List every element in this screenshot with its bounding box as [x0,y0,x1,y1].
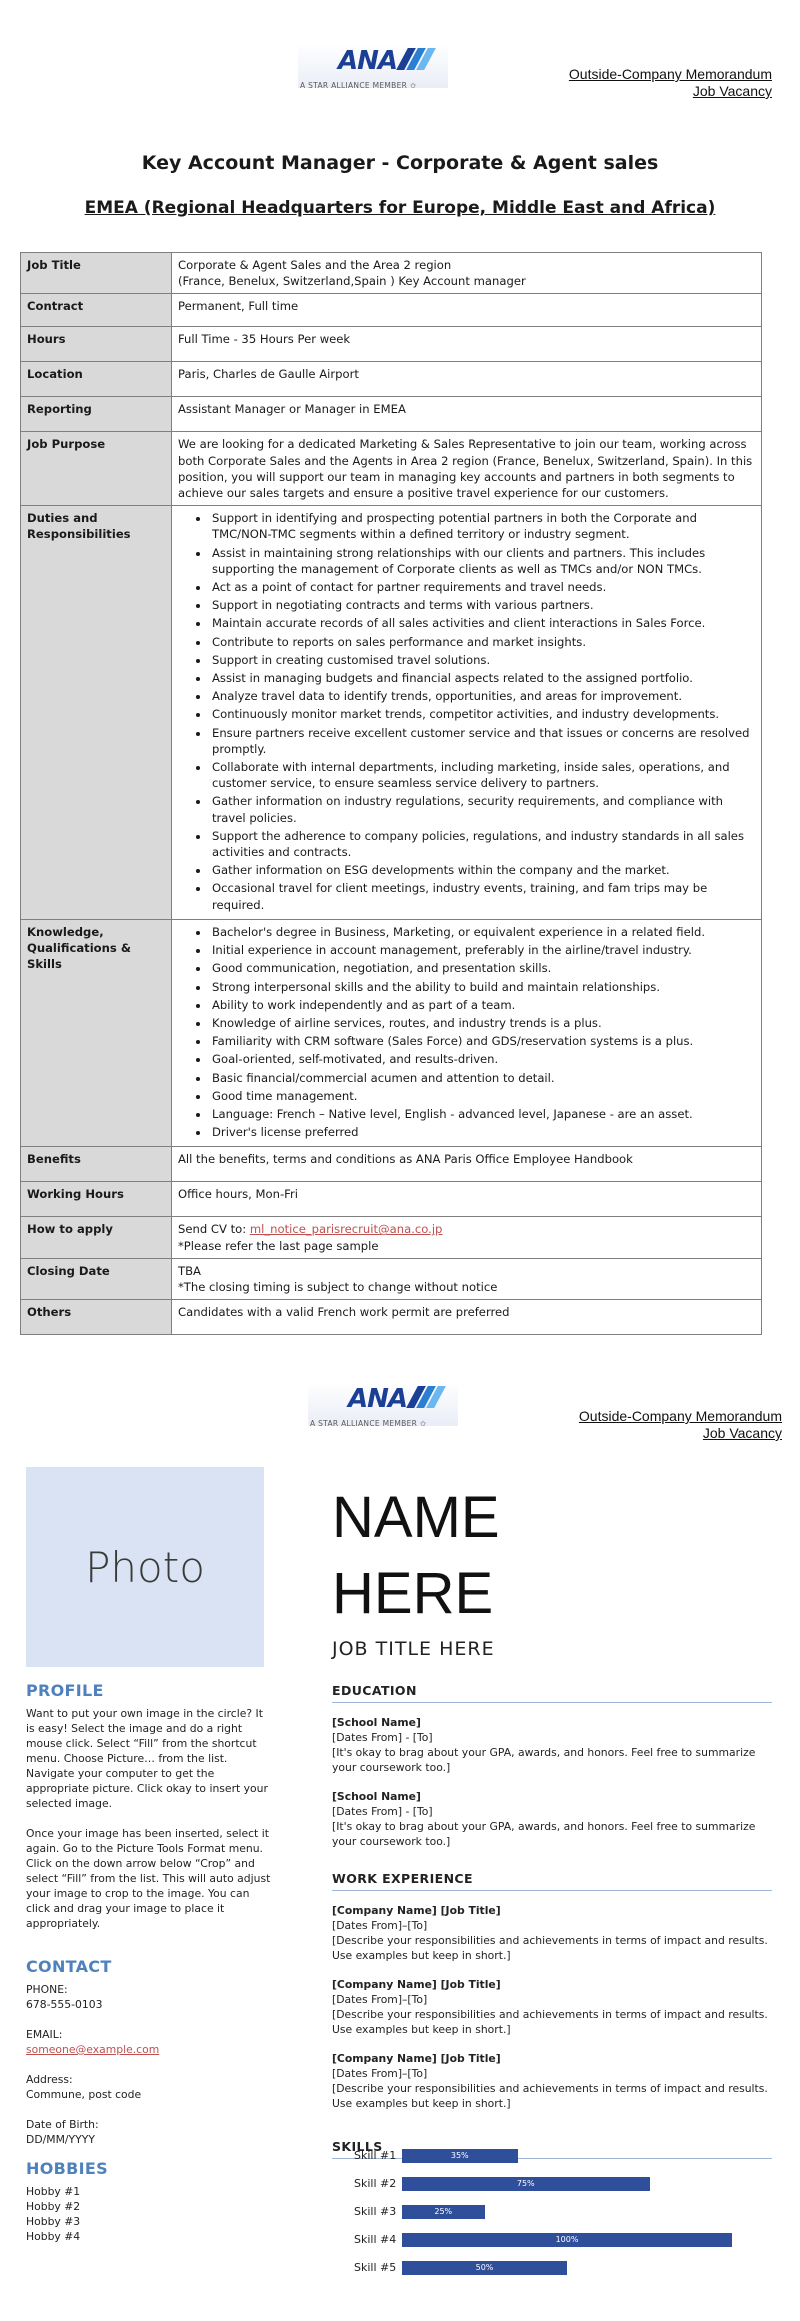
value-duties [172,506,762,920]
row-how-to-apply [21,1217,762,1258]
row-contract [21,294,762,327]
row-job-title [21,253,762,294]
knowledge-item: • Ability to work independently and as part of a team. [210,997,755,1013]
skill-row [354,2148,794,2164]
duties-list [178,510,755,913]
skill-bar: 25% [402,2205,485,2219]
page-title: Key Account Manager - Corporate & Agent sales [141,152,659,174]
apply-email-link[interactable]: ml_notice_parisrecruit@ana.co.jp [249,1222,443,1237]
resume-job-title: JOB TITLE HERE [332,1638,495,1660]
value-working-hours: Office hours, Mon-Fri [172,1182,762,1217]
job-details-table [20,252,762,1335]
resume-name [332,1480,500,1632]
knowledge-list [178,924,755,1140]
value-job-purpose: We are looking for a dedicated Marketing & Sales Representative to join our team, working across both Corporate Sales and the Agents in Area 2 region (France, Benelux, Switzerland, Spain). In this position, you will support our team in managing key accounts and partners in both segments to achieve our sales targets and ensure a positive travel experience for our customers. [172,432,762,506]
label-location: Location [21,362,172,397]
entry-dates: [Dates From]–[To] [332,1919,428,1932]
logo-wordmark: ANA [338,46,398,76]
entry-dates: [Dates From]–[To] [332,1993,428,2006]
hobby-item: Hobby #4 [26,2230,81,2243]
row-benefits [21,1147,762,1182]
email-link[interactable]: someone@example.com [26,2043,160,2056]
label-closing-date: Closing Date [21,1258,172,1299]
duty-item: • Support in identifying and prospecting potential partners in both the Corporate and TMC/NON-TMC segments within a defined territory or industry segment. [210,510,755,542]
hobbies-list [26,2184,271,2244]
row-reporting [21,397,762,432]
education-heading: EDUCATION [332,1683,772,1703]
name-line-1: NAME [332,1485,500,1550]
job-title-line-2: (France, Benelux, Switzerland,Spain ) Key Account manager [178,274,526,289]
education-entry [332,1789,772,1849]
work-heading: WORK EXPERIENCE [332,1871,772,1891]
duty-item: • Occasional travel for client meetings, industry events, training, and fam trips may be required. [210,880,755,912]
page-subtitle: EMEA (Regional Headquarters for Europe, Middle East and Africa) [84,198,716,218]
duty-item: • Maintain accurate records of all sales activities and client interactions in Sales Force. [210,615,755,631]
row-location [21,362,762,397]
education-entry [332,1715,772,1775]
star-alliance-icon: ✩ [419,1419,427,1428]
memo-header-page2 [510,1408,782,1442]
work-entry [332,1903,772,1963]
skill-row [354,2204,794,2220]
memo-line-2: Job Vacancy [692,83,772,99]
duty-item: • Gather information on ESG developments within the company and the market. [210,862,755,878]
knowledge-item: • Language: French – Native level, English - advanced level, Japanese - are an asset. [210,1106,755,1122]
profile-para-2: Once your image has been inserted, select it again. Go to the Picture Tools Format menu. Click on the down arrow below “Crop” and select “Fill” from the list. This will auto adjust your image to crop to the image. You can click and drag your image to place it appropriately. [26,1827,271,1930]
skill-bar: 35% [402,2149,518,2163]
knowledge-item: • Good time management. [210,1088,755,1104]
knowledge-item: • Strong interpersonal skills and the ability to build and maintain relationships. [210,979,755,995]
label-duties: Duties and Responsibilities [21,506,172,920]
value-closing-date [172,1258,762,1299]
skill-bar: 100% [402,2233,732,2247]
contact-heading: CONTACT [26,1957,112,1976]
row-working-hours [21,1182,762,1217]
work-entry [332,1977,772,2037]
ana-logo [298,44,448,102]
entry-dates: [Dates From]–[To] [332,2067,428,2080]
row-job-purpose [21,432,762,506]
knowledge-item: • Goal-oriented, self-motivated, and results-driven. [210,1051,755,1067]
duty-item: • Assist in managing budgets and financial aspects related to the assigned portfolio. [210,670,755,686]
dob-label: Date of Birth: [26,2118,99,2131]
logo-tagline: A STAR ALLIANCE MEMBER ✩ [300,81,417,90]
skill-row [354,2232,794,2248]
memo-line-1-page2: Outside-Company Memorandum [578,1408,782,1424]
hobby-item: Hobby #2 [26,2200,81,2213]
value-hours: Full Time - 35 Hours Per week [172,327,762,362]
duty-item: • Support in negotiating contracts and terms with various partners. [210,597,755,613]
duty-item: • Contribute to reports on sales performance and market insights. [210,634,755,650]
apply-prefix: Send CV to: [178,1222,250,1237]
memo-header [500,66,772,100]
label-job-purpose: Job Purpose [21,432,172,506]
label-how-to-apply: How to apply [21,1217,172,1258]
duty-item: • Gather information on industry regulations, security requirements, and compliance with travel policies. [210,793,755,825]
hobbies-heading: HOBBIES [26,2159,108,2178]
value-location: Paris, Charles de Gaulle Airport [172,362,762,397]
entry-description: [Describe your responsibilities and achievements in terms of impact and results. Use examples but keep in short.] [332,2008,768,2036]
duty-item: • Support in creating customised travel solutions. [210,652,755,668]
resume-right-column [332,1683,772,2171]
email-label: EMAIL: [26,2028,63,2041]
phone-value: 678-555-0103 [26,1998,103,2011]
work-list [332,1903,772,2111]
duty-item: • Collaborate with internal departments, including marketing, inside sales, operations, and customer service, to ensure seamless service delivery to partners. [210,759,755,791]
hobby-item: Hobby #1 [26,2185,81,2198]
job-title-line-1: Corporate & Agent Sales and the Area 2 region [178,258,452,272]
skill-bar: 50% [402,2261,567,2275]
photo-placeholder[interactable] [26,1467,264,1667]
closing-date-note: *The closing timing is subject to change without notice [178,1279,498,1294]
label-working-hours: Working Hours [21,1182,172,1217]
row-hours [21,327,762,362]
value-knowledge [172,919,762,1146]
entry-title: [Company Name] [Job Title] [332,2052,501,2065]
dob-value: DD/MM/YYYY [26,2133,95,2146]
value-contract: Permanent, Full time [172,294,762,327]
knowledge-item: • Driver's license preferred [210,1124,755,1140]
duty-item: • Ensure partners receive excellent customer service and that issues or concerns are resolved promptly. [210,725,755,757]
value-others: Candidates with a valid French work permit are preferred [172,1300,762,1335]
phone-label: PHONE: [26,1983,68,1996]
knowledge-item: • Basic financial/commercial acumen and attention to detail. [210,1070,755,1086]
skill-row [354,2260,794,2276]
entry-description: [Describe your responsibilities and achievements in terms of impact and results. Use examples but keep in short.] [332,2082,768,2110]
value-reporting: Assistant Manager or Manager in EMEA [172,397,762,432]
entry-description: [Describe your responsibilities and achievements in terms of impact and results. Use examples but keep in short.] [332,1934,768,1962]
label-hours: Hours [21,327,172,362]
address-label: Address: [26,2073,73,2086]
ana-logo-page2 [308,1382,458,1440]
label-knowledge: Knowledge, Qualifications & Skills [21,919,172,1146]
profile-para-1: Want to put your own image in the circle? It is easy! Select the image and do a right mouse click. Select “Fill” from the shortcut menu. Choose Picture… from the list. Navigate your computer to get the appropriate picture. Click okay to insert your selected image. [26,1707,268,1810]
logo-wordmark-page2: ANA [348,1384,408,1414]
knowledge-item: • Knowledge of airline services, routes, and industry trends is a plus. [210,1015,755,1031]
skill-name: Skill #4 [354,2233,397,2246]
memo-line-1: Outside-Company Memorandum [568,66,772,82]
hobby-item: Hobby #3 [26,2215,81,2228]
entry-description: [It's okay to brag about your GPA, awards, and honors. Feel free to summarize your coursework too.] [332,1820,756,1848]
entry-title: [School Name] [332,1716,421,1729]
memo-line-2-page2: Job Vacancy [702,1425,782,1441]
label-benefits: Benefits [21,1147,172,1182]
knowledge-item: • Bachelor's degree in Business, Marketing, or equivalent experience in a related field. [210,924,755,940]
closing-date-value: TBA [178,1263,201,1278]
row-closing-date [21,1258,762,1299]
entry-title: [Company Name] [Job Title] [332,1978,501,1991]
skill-name: Skill #5 [354,2261,397,2274]
work-entry [332,2051,772,2111]
skill-name: Skill #3 [354,2205,397,2218]
skills-heading: SKILLS [332,2139,772,2159]
knowledge-item: • Familiarity with CRM software (Sales Force) and GDS/reservation systems is a plus. [210,1033,755,1049]
address-value: Commune, post code [26,2088,142,2101]
duty-item: • Continuously monitor market trends, competitor activities, and industry developments. [210,706,755,722]
entry-description: [It's okay to brag about your GPA, awards, and honors. Feel free to summarize your coursework too.] [332,1746,756,1774]
row-others [21,1300,762,1335]
knowledge-item: • Initial experience in account management, preferably in the airline/travel industry. [210,942,755,958]
row-knowledge [21,919,762,1146]
apply-note: *Please refer the last page sample [178,1238,379,1253]
row-duties [21,506,762,920]
value-job-title [172,253,762,294]
value-benefits: All the benefits, terms and conditions as ANA Paris Office Employee Handbook [172,1147,762,1182]
duty-item: • Act as a point of contact for partner requirements and travel needs. [210,579,755,595]
skill-row [354,2176,794,2192]
label-contract: Contract [21,294,172,327]
skill-bar: 75% [402,2177,650,2191]
entry-title: [Company Name] [Job Title] [332,1904,501,1917]
value-how-to-apply [172,1217,762,1258]
entry-dates: [Dates From] - [To] [332,1805,433,1818]
entry-dates: [Dates From] - [To] [332,1731,433,1744]
logo-tagline-page2: A STAR ALLIANCE MEMBER ✩ [310,1419,427,1428]
apply-line [178,1221,755,1237]
duty-item: • Analyze travel data to identify trends, opportunities, and areas for improvement. [210,688,755,704]
label-job-title: Job Title [21,253,172,294]
label-others: Others [21,1300,172,1335]
duty-item: • Support the adherence to company policies, regulations, and industry standards in all sales activities and contracts. [210,828,755,860]
profile-heading: PROFILE [26,1681,104,1700]
knowledge-item: • Good communication, negotiation, and presentation skills. [210,960,755,976]
education-list [332,1715,772,1849]
resume-left-column [26,1683,271,2244]
duty-item: • Assist in maintaining strong relationships with our clients and partners. This includes supporting the management of Corporate clients as well as TMCs and/or NON TMCs. [210,545,755,577]
skill-name: Skill #2 [354,2177,397,2190]
star-alliance-icon: ✩ [409,81,417,90]
photo-label: Photo [85,1542,205,1592]
skill-name: Skill #1 [354,2149,397,2162]
label-reporting: Reporting [21,397,172,432]
name-line-2: HERE [332,1561,494,1626]
entry-title: [School Name] [332,1790,421,1803]
resume-sample-page [0,1340,800,2321]
